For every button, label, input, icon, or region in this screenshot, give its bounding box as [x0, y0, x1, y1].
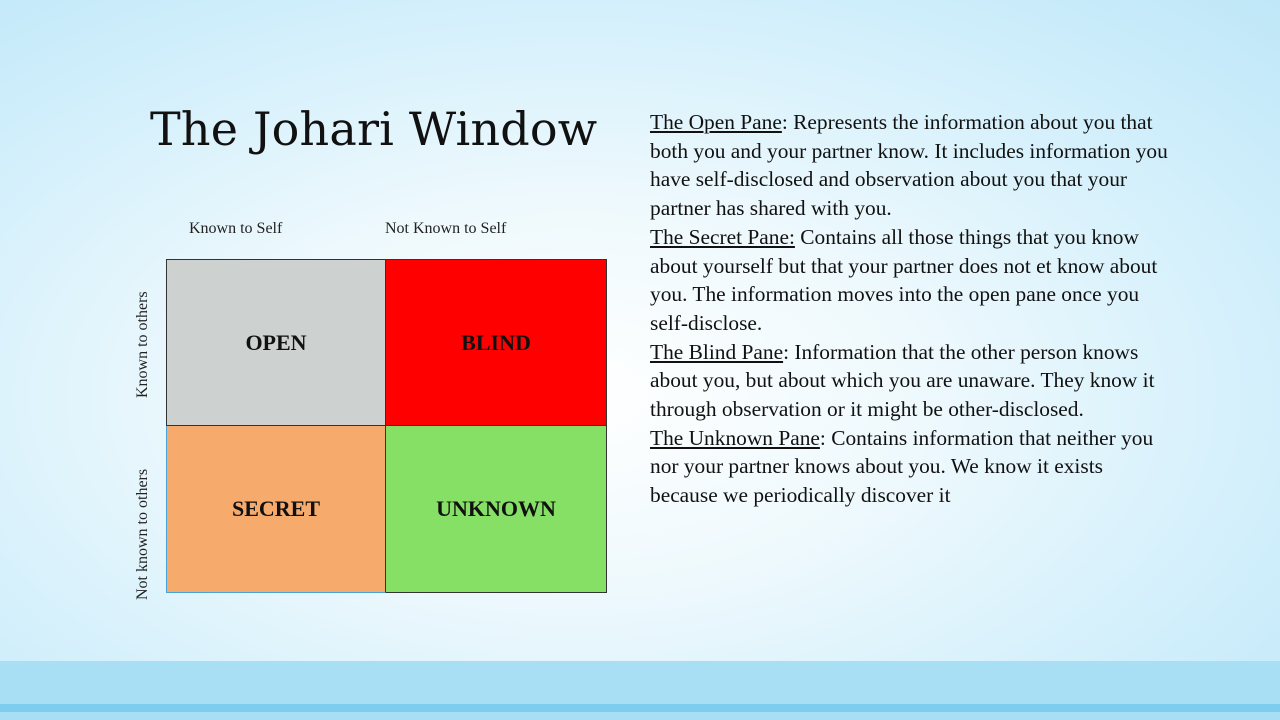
- unknown-pane: UNKNOWN: [386, 426, 607, 593]
- pane-descriptions: [650, 108, 1175, 510]
- open-pane: OPEN: [166, 259, 386, 426]
- description-blind: [650, 338, 1175, 424]
- description-open: [650, 108, 1175, 223]
- johari-grid: [166, 259, 607, 593]
- description-secret: [650, 223, 1175, 338]
- description-open-text: : Represents the information about you that both you and your partner know. It includes information you have self-disclosed and observation about you that your partner has shared with you.: [650, 110, 1168, 221]
- description-secret-term: The Secret Pane:: [650, 224, 795, 249]
- description-unknown-text: : Contains information that neither you nor your partner knows about you. We know it exists because we periodically discover it: [650, 425, 1154, 508]
- blind-pane: BLIND: [386, 259, 607, 426]
- secret-pane: SECRET: [166, 426, 386, 593]
- column-label-known-to-self: Known to Self: [189, 220, 283, 237]
- description-unknown-term: The Unknown Pane: [650, 425, 820, 450]
- column-label-not-known-to-self: Not Known to Self: [385, 220, 507, 237]
- row-label-known-to-others: Known to others: [134, 291, 151, 398]
- row-label-not-known-to-others: Not known to others: [134, 468, 151, 600]
- footer-stripe: [0, 704, 1280, 712]
- description-unknown: [650, 424, 1175, 510]
- description-secret-text: Contains all those things that you know about yourself but that your partner does not et know about you. The information moves into the open pane once you self-disclose.: [650, 224, 1158, 335]
- description-blind-text: : Information that the other person knows about you, but about which you are unaware. They know it through observation or it might be other-disclosed.: [650, 339, 1155, 422]
- slide-title: The Johari Window: [150, 102, 598, 156]
- description-blind-term: The Blind Pane: [650, 339, 784, 364]
- description-open-term: The Open Pane: [650, 110, 782, 134]
